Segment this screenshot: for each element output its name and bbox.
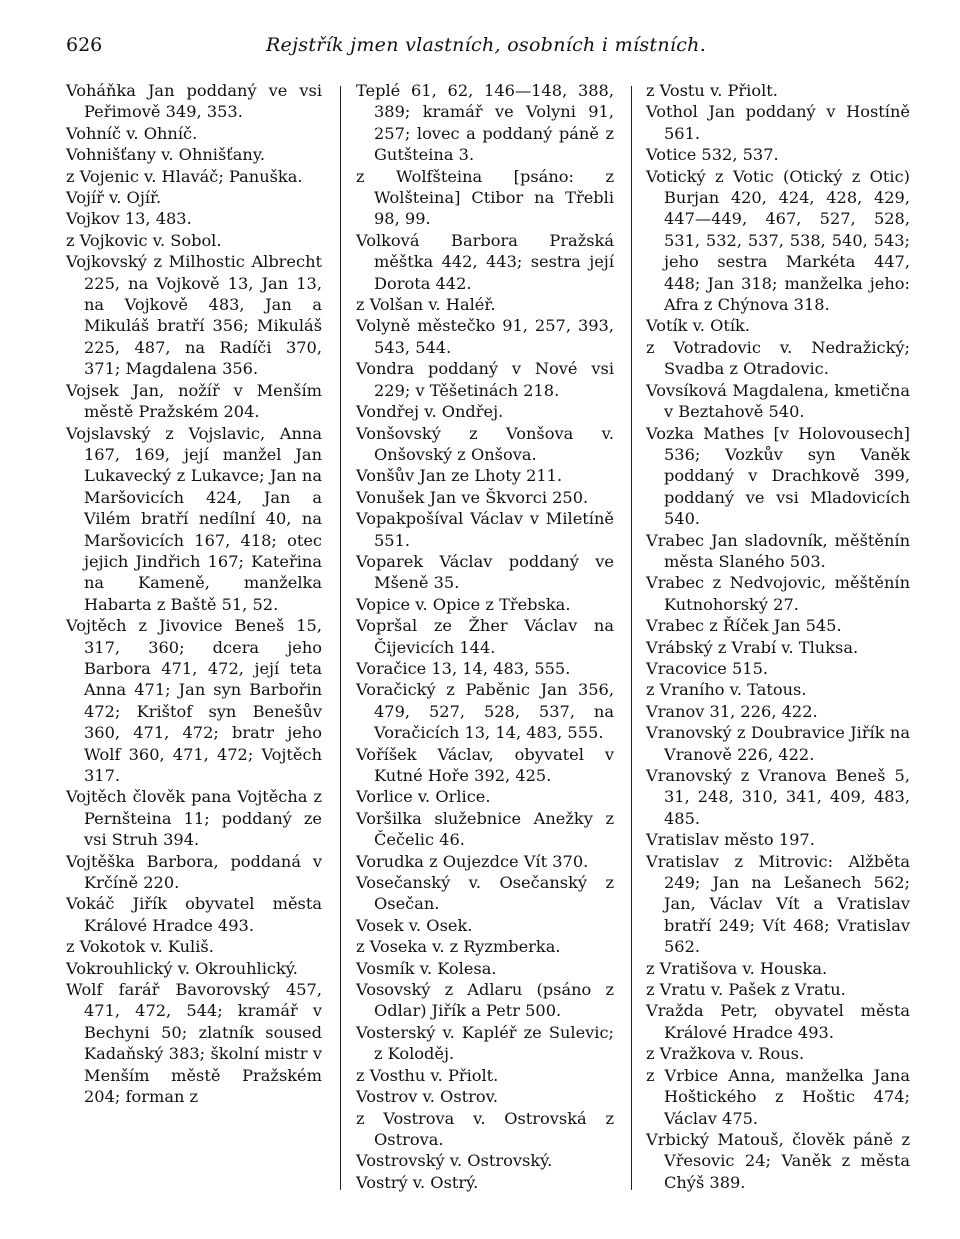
index-entry: Vosečanský v. Osečanský z Osečan. (356, 873, 614, 914)
index-entry: Vothol Jan poddaný v Hostíně 561. (646, 102, 910, 143)
index-entry: Vondra poddaný v Nové vsi 229; v Těšetinách 218. (356, 359, 614, 400)
page-header (66, 34, 906, 60)
index-entry: z Vrbice Anna, manželka Jana Hoštického z Hoštic 474; Václav 475. (646, 1065, 910, 1128)
index-entry: Wolf farář Bavorovský 457, 471, 472, 544; kramář v Bechyni 50; zlatník soused Kadaňský 383; školní mistr v Menším městě Pražském 204; forman z (66, 980, 322, 1107)
index-entry: z Vratišova v. Houska. (646, 958, 828, 978)
index-entry: Vrabec Jan sladovník, měštěnín města Slaného 503. (646, 530, 910, 571)
index-entry: Vorudka z Oujezdce Vít 370. (356, 851, 589, 871)
index-entry: Vokáč Jiřík obyvatel města Králové Hradce 493. (66, 894, 322, 935)
index-entry: Vondřej v. Ondřej. (356, 402, 504, 422)
index-entry: Vojkovský z Milhostic Albrecht 225, na Vojkově 13, Jan 13, na Vojkově 483, Jan a Mikuláš bratří 356; Mikuláš 225, 487, na Radíči 370, 371; Magdalena 356. (66, 252, 322, 379)
column-divider (340, 86, 341, 1190)
index-entry: z Vojenic v. Hlaváč; Panuška. (66, 166, 303, 186)
index-entry: Votický z Votic (Otický z Otic) Burjan 420, 424, 428, 429, 447—449, 467, 527, 528, 531, 532, 537, 538, 540, 543; jeho sestra Markéta 447, 448; Jan 318; manželka jeho: Afra z Chýnova 318. (646, 166, 910, 315)
index-entry: Vokrouhlický v. Okrouhlický. (66, 958, 298, 978)
index-entry: Vovsíková Magdalena, kmetična v Beztahově 540. (646, 380, 910, 422)
index-entry: Voračický z Paběnic Jan 356, 479, 527, 528, 537, na Voračicích 13, 14, 483, 555. (356, 680, 614, 743)
index-entry: Vostrovský v. Ostrovský. (356, 1151, 553, 1171)
index-entry: Voháňka Jan poddaný ve vsi Peřimově 349, 353. (66, 81, 322, 122)
index-entry: Vojtěch z Jivovice Beneš 15, 317, 360; dcera jeho Barbora 471, 472, její teta Anna 471; Jan syn Barbořin 472; Krištof syn Benešův 360, 471, 472; bratr jeho Wolf 360, 471, 472; Vojtěch 317. (66, 616, 322, 785)
index-column-1 (66, 80, 322, 1108)
index-column-3 (646, 80, 910, 1193)
index-entry: Vracovice 515. (646, 658, 769, 678)
index-entry: z Vratu v. Pašek z Vratu. (646, 980, 846, 1000)
index-entry: Vosmík v. Kolesa. (356, 958, 497, 978)
index-entry: Vojsek Jan, nožíř v Menším městě Pražském 204. (66, 380, 322, 422)
index-entry: Vojtěška Barbora, poddaná v Krčíně 220. (66, 851, 322, 893)
index-entry: z Votradovic v. Nedražický; Svadba z Otradovic. (646, 337, 910, 379)
index-entry: Teplé 61, 62, 146—148, 388, 389; kramář ve Volyni 91, 257; lovec a poddaný páně z Gutšteina 3. (356, 81, 614, 165)
index-entry: Volyně městečko 91, 257, 393, 543, 544. (356, 316, 614, 357)
index-entry: Vohnišťany v. Ohnišťany. (66, 145, 265, 165)
index-entry: z Wolfšteina [psáno: z Wolšteina] Ctibor na Třebli 98, 99. (356, 166, 614, 229)
index-entry: z Vraního v. Tatous. (646, 680, 807, 700)
index-entry: z Vosthu v. Přiolt. (356, 1065, 499, 1085)
index-entry: Vopršal ze Žher Václav na Čijevicích 144. (356, 616, 614, 657)
index-entry: z Vostu v. Přiolt. (646, 81, 778, 100)
index-entry: Vojíř v. Ojíř. (66, 188, 162, 208)
index-entry: Vostrý v. Ostrý. (356, 1172, 479, 1192)
index-entry: z Vostrova v. Ostrovská z Ostrova. (356, 1108, 614, 1149)
index-entry: z Vražkova v. Rous. (646, 1044, 805, 1064)
index-entry: Vonšovský z Vonšova v. Onšovský z Onšova. (356, 423, 614, 464)
column-divider (631, 86, 632, 1190)
index-entry: Voračice 13, 14, 483, 555. (356, 658, 571, 678)
index-entry: Vrabec z Nedvojovic, měštěnín Kutnohorský 27. (646, 573, 910, 614)
index-entry: Vranovský z Vranova Beneš 5, 31, 248, 310, 341, 409, 483, 485. (646, 766, 910, 828)
index-entry: Vrábský z Vrabí v. Tluksa. (646, 637, 859, 657)
index-entry: Vonušek Jan ve Škvorci 250. (356, 487, 589, 507)
index-entry: Vosovský z Adlaru (psáno z Odlar) Jiřík a Petr 500. (356, 980, 614, 1021)
index-entry: Vrabec z Říček Jan 545. (646, 616, 842, 636)
index-entry: Vosterský v. Kapléř ze Sulevic; z Koloděj. (356, 1022, 614, 1064)
index-entry: Vopice v. Opice z Třebska. (356, 594, 571, 614)
index-entry: Vojkov 13, 483. (66, 209, 192, 229)
index-entry: Vonšův Jan ze Lhoty 211. (356, 466, 563, 486)
index-entry: Vosek v. Osek. (356, 915, 473, 935)
index-entry: Vorlice v. Orlice. (356, 787, 491, 807)
index-entry: Vozka Mathes [v Holovousech] 536; Vozkův syn Vaněk poddaný v Drachkově 399, poddaný ve vsi Mladovicích 540. (646, 423, 910, 529)
index-entry: Vratislav z Mitrovic: Alžběta 249; Jan na Lešanech 562; Jan, Václav Vít a Vratislav bratří 249; Vít 468; Vratislav 562. (646, 851, 910, 957)
index-entry: Vrbický Matouš, člověk páně z Vřesovic 24; Vaněk z města Chýš 389. (646, 1129, 910, 1192)
index-entry: Votice 532, 537. (646, 145, 779, 165)
index-entry: z Voseka v. z Ryzmberka. (356, 937, 561, 957)
index-entry: Vratislav město 197. (646, 830, 815, 850)
page-number: 626 (66, 34, 103, 56)
index-entry: Vojtěch člověk pana Vojtěcha z Pernšteina 11; poddaný ze vsi Struh 394. (66, 787, 322, 850)
index-entry: Voparek Václav poddaný ve Mšeně 35. (356, 551, 614, 593)
index-entry: Voršilka služebnice Anežky z Čečelic 46. (356, 808, 614, 850)
index-entry: Volková Barbora Pražská měštka 442, 443; sestra její Dorota 442. (356, 230, 614, 293)
index-entry: Vostrov v. Ostrov. (356, 1087, 498, 1107)
index-entry: z Vokotok v. Kuliš. (66, 937, 214, 957)
index-entry: z Vojkovic v. Sobol. (66, 230, 222, 250)
index-entry: Voříšek Václav, obyvatel v Kutné Hoře 392, 425. (356, 744, 614, 785)
index-entry: Vranov 31, 226, 422. (646, 701, 818, 721)
index-entry: Vojslavský z Vojslavic, Anna 167, 169, její manžel Jan Lukavecký z Lukavce; Jan na Maršovicích 424, Jan a Vilém bratří nedílní 40, na Maršovicích 167, 418; otec jejich Jindřich 167; Kateřina na Kameně, manželka Habarta z Baště 51, 52. (66, 423, 322, 614)
index-entry: Vohníč v. Ohníč. (66, 123, 198, 143)
index-entry: Votík v. Otík. (646, 316, 751, 336)
index-entry: Vražda Petr, obyvatel města Králové Hradce 493. (646, 1001, 910, 1042)
index-column-2 (356, 80, 614, 1193)
running-title: Rejstřík jmen vlastních, osobních i místních. (265, 34, 707, 56)
index-entry: Vranovský z Doubravice Jiřík na Vranově 226, 422. (646, 723, 910, 764)
index-entry: Vopakpošíval Václav v Miletíně 551. (356, 509, 614, 550)
index-entry: z Volšan v. Haléř. (356, 295, 496, 315)
